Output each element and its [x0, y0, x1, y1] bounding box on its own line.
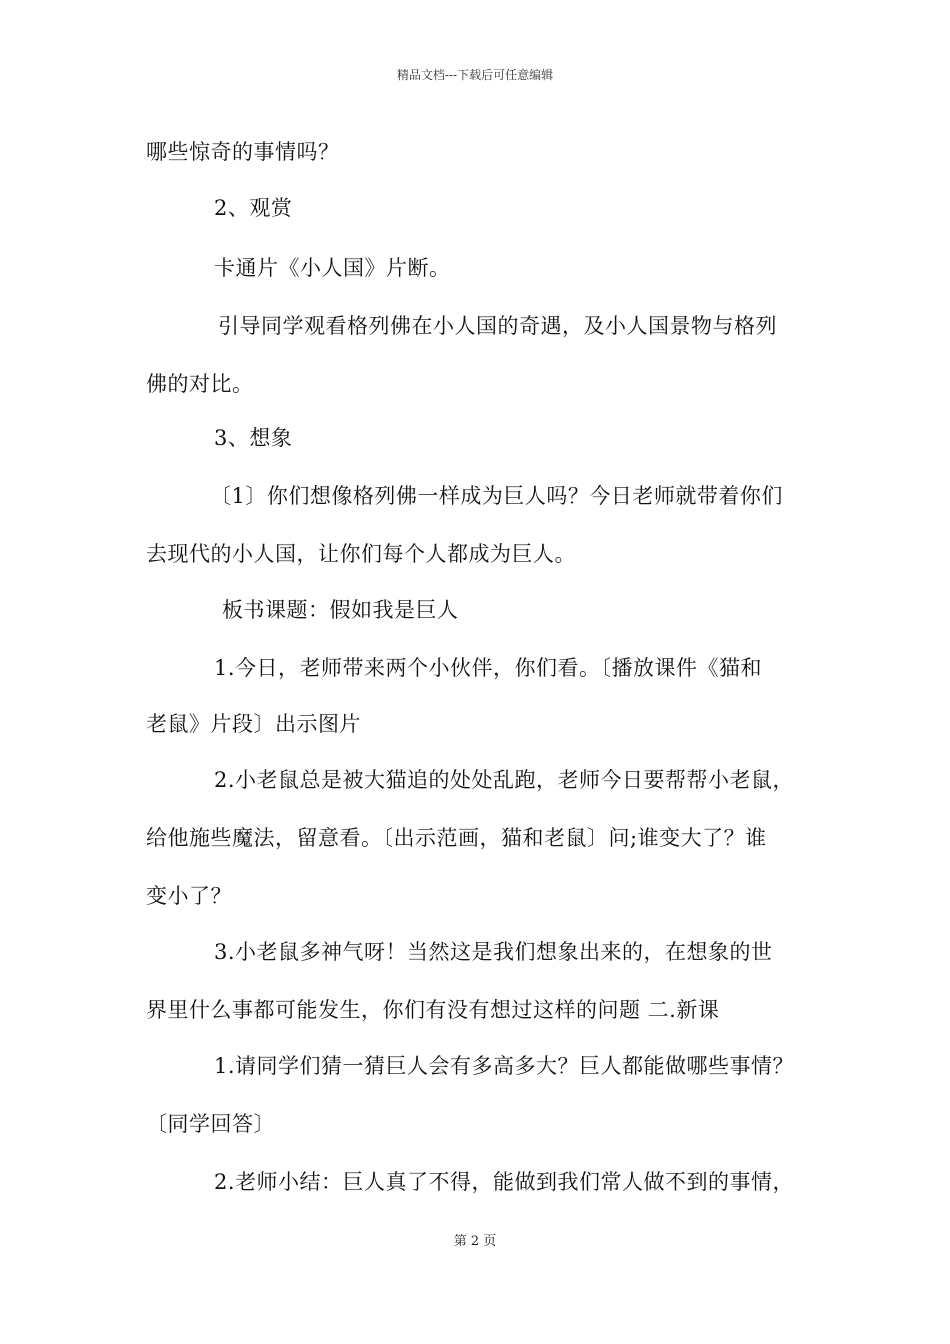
text-line: 佛的对比。: [146, 372, 254, 396]
text-line: 老鼠》片段〕出示图片: [146, 712, 361, 736]
text-line: 去现代的小人国，让你们每个人都成为巨人。: [146, 542, 576, 566]
text-line: 引导同学观看格列佛在小人国的奇遇，及小人国景物与格列: [218, 314, 777, 338]
text-line: 2、观赏: [214, 196, 293, 220]
text-line: 1.今日，老师带来两个小伙伴，你们看。〔播放课件《猫和: [214, 656, 763, 680]
text-line: 给他施些魔法，留意看。〔出示范画，猫和老鼠〕问;谁变大了？谁: [146, 826, 767, 850]
text-line: 3.小老鼠多神气呀！当然这是我们想象出来的，在想象的世: [214, 940, 773, 964]
text-line: 界里什么事都可能发生，你们有没有想过这样的问题 二.新课: [146, 998, 720, 1022]
page-header: 精品文档---下载后可任意编辑: [396, 68, 554, 82]
page-number: 第 2 页: [453, 1234, 497, 1249]
text-line: 〔1〕你们想像格列佛一样成为巨人吗？今日老师就带着你们: [210, 484, 783, 508]
text-line: 2.小老鼠总是被大猫追的处处乱跑，老师今日要帮帮小老鼠，: [214, 768, 795, 792]
text-line: 3、想象: [214, 426, 293, 450]
text-line: 2.老师小结：巨人真了不得，能做到我们常人做不到的事情，: [214, 1170, 795, 1194]
text-line: 变小了？: [146, 884, 232, 908]
text-line: 卡通片《小人国》片断。: [214, 256, 451, 280]
text-line: 板书课题：假如我是巨人: [222, 598, 459, 622]
text-line: 哪些惊奇的事情吗？: [146, 140, 340, 164]
text-line: 〔同学回答〕: [146, 1112, 275, 1136]
text-line: 1.请同学们猜一猜巨人会有多高多大？巨人都能做哪些事情？: [214, 1054, 795, 1078]
